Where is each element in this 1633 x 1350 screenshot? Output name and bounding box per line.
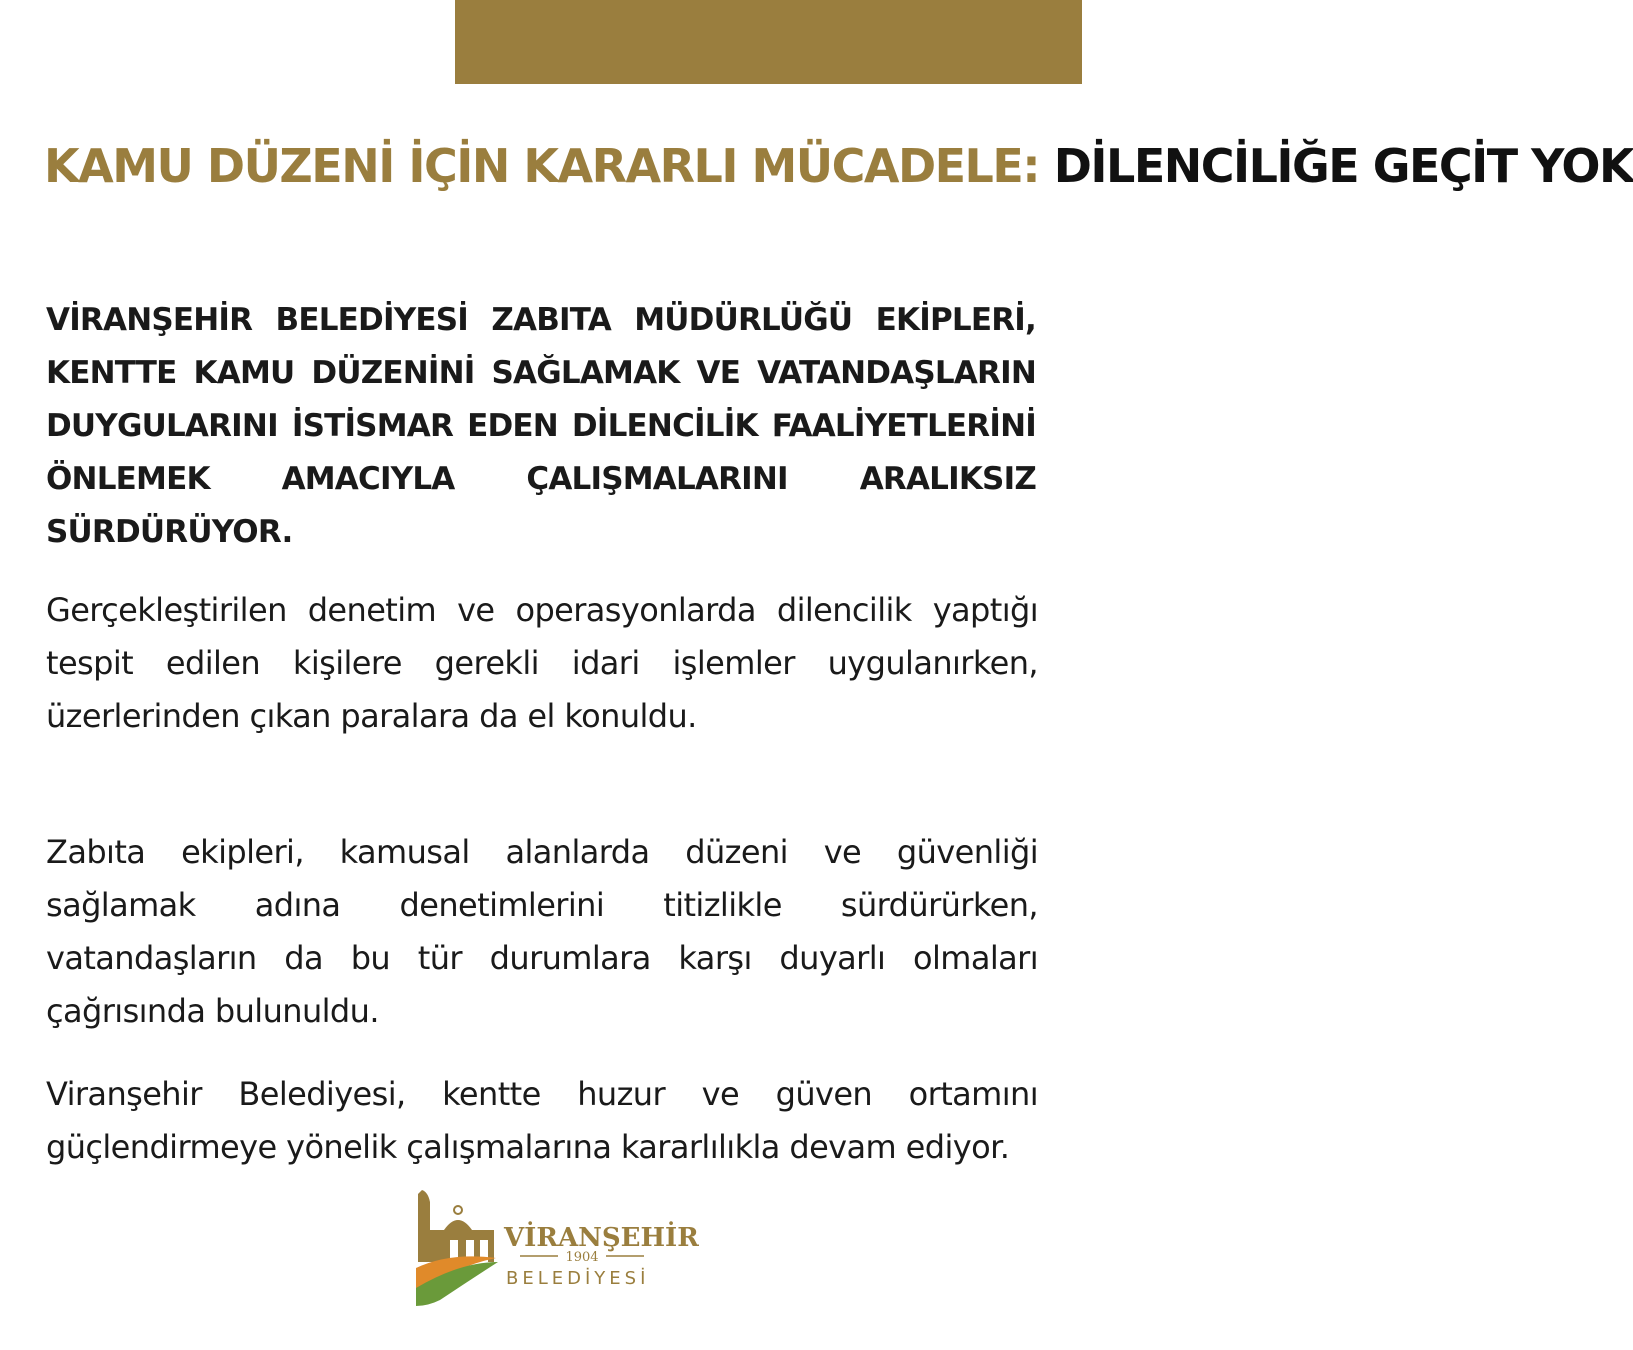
logo-name: VİRANŞEHİR — [504, 1223, 699, 1253]
body-paragraph-3: Viranşehir Belediyesi, kentte huzur ve güven ortamını güçlendirmeye yönelik çalışmalarına kararlılıkla devam ediyor. — [46, 1075, 1038, 1166]
headline-gold: KAMU DÜZENİ İÇİN KARARLI MÜCADELE: — [44, 139, 1040, 193]
logo-year: 1904 — [565, 1250, 599, 1265]
logo-subtitle: BELEDİYESİ — [506, 1268, 650, 1289]
municipality-logo — [410, 1188, 699, 1318]
headline — [44, 132, 1633, 200]
body-paragraph-1: Gerçekleştirilen denetim ve operasyonlarda dilencilik yaptığı tespit edilen kişilere gerekli idari işlemler uygulanırken, üzerlerinden çıkan paralara da el konuldu. — [46, 591, 1038, 735]
top-accent-bar — [455, 0, 1082, 84]
body-paragraph-2: Zabıta ekipleri, kamusal alanlarda düzeni ve güvenliği sağlamak adına denetimlerini titizlikle sürdürürken, vatandaşların da bu tür durumlara karşı duyarlı olmaları çağrısında bulunuldu. — [46, 833, 1038, 1030]
headline-dark: DİLENCİLİĞE GEÇİT YOK — [1053, 139, 1633, 193]
mosque-emblem-icon — [416, 1190, 498, 1306]
lead-paragraph: VİRANŞEHİR BELEDİYESİ ZABITA MÜDÜRLÜĞÜ EKİPLERİ, KENTTE KAMU DÜZENİNİ SAĞLAMAK VE VATANDAŞLARIN DUYGULARINI İSTİSMAR EDEN DİLENCİLİK FAALİYETLERİNİ ÖNLEMEK AMACIYLA ÇALIŞMALARINI ARALIKSIZ SÜRDÜRÜYOR. — [46, 302, 1036, 550]
